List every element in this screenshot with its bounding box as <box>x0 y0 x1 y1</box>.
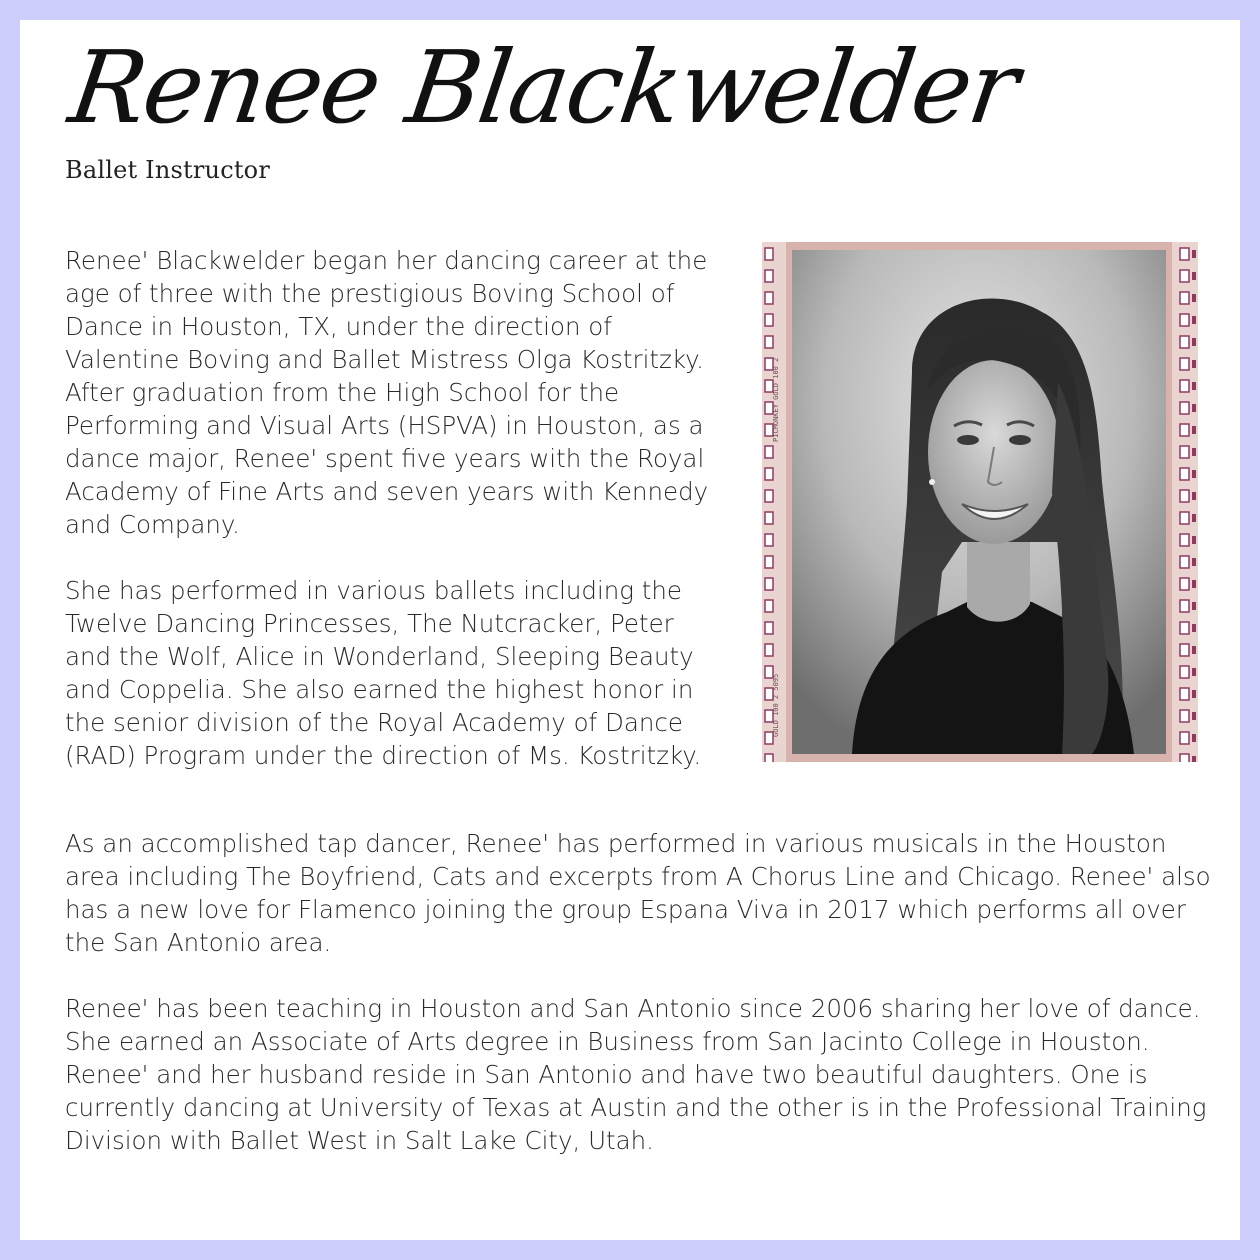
film-edge-label-top: PICMONKEY GOLD 100 2 <box>772 357 780 442</box>
bio-paragraph-3: As an accomplished tap dancer, Renee' has performed in various musicals in the Houston area including The Boyfriend, Cats and excerpts from A Chorus Line and Chicago. Renee' also has a new love for Flamenco joining the group Espana Viva in 2017 which performs all over the San Antonio area. <box>65 829 1211 957</box>
film-edge-label-bottom: GOLD 100 2 5095 <box>772 673 780 737</box>
bio-paragraph-2: She has performed in various ballets including the Twelve Dancing Princesses, The Nutcracker, Peter and the Wolf, Alice in Wonderland, Sleeping Beauty and Coppelia. She also earned the highest honor in the senior division of the Royal Academy of Dance (RAD) Program under the direction of Ms. Kostritzky. <box>65 576 702 770</box>
instructor-role: Ballet Instructor <box>65 156 271 184</box>
bio-card <box>20 20 1240 1240</box>
bio-column-full <box>65 827 1215 1157</box>
bio-paragraph-1: Renee' Blackwelder began her dancing career at the age of three with the prestigious Boving School of Dance in Houston, TX, under the direction of Valentine Boving and Ballet Mistress Olga Kostritzky. After graduation from the High School for the Performing and Visual Arts (HSPVA) in Houston, as a dance major, Renee' spent five years with the Royal Academy of Fine Arts and seven years with Kennedy and Company. <box>65 246 709 539</box>
bio-column-left <box>65 244 725 772</box>
portrait-photo-icon <box>762 242 1198 762</box>
instructor-name: Renee Blackwelder <box>62 29 1024 146</box>
bio-paragraph-4: Renee' has been teaching in Houston and San Antonio since 2006 sharing her love of dance. She earned an Associate of Arts degree in Business from San Jacinto College in Houston. Renee' and her husband reside in San Antonio and have two beautiful daughters. One is currently dancing at University of Texas at Austin and the other is in the Professional Training Division with Ballet West in Salt Lake City, Utah. <box>65 994 1207 1155</box>
